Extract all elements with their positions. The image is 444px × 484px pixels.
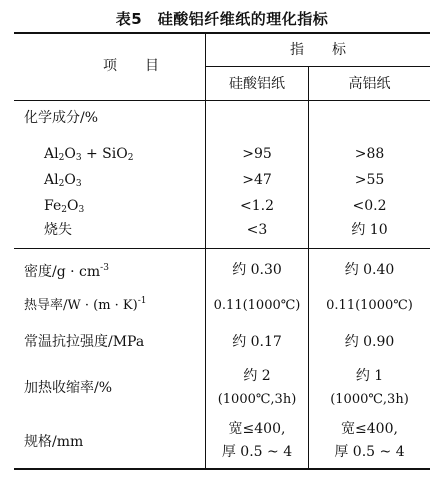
value-conductivity-col1: 0.11(1000℃)	[213, 298, 301, 313]
value-al2o3-sio2-col2: >88	[354, 146, 385, 162]
row-label-density: 密度$/g \cdot cm^{-3}$	[24, 263, 109, 280]
value-strength-col2: 约 0.90	[344, 334, 395, 350]
row-label-loss-on-ignition: 烧失	[44, 222, 72, 238]
value-al2o3-col1: >47	[242, 172, 272, 188]
value-al2o3-sio2-col1: >95	[242, 146, 272, 162]
header-col-high-alumina: 高铝纸	[348, 76, 391, 92]
value-conductivity-col2: 0.11(1000℃)	[326, 298, 413, 313]
header-col-aluminum-silicate: 硅酸铝纸	[229, 76, 285, 92]
bottom-rule	[14, 468, 430, 470]
header-item: 项 目	[103, 58, 159, 74]
value-spec-col2-line1: 宽≤400,	[341, 421, 398, 437]
row-label-heating-shrinkage: 加热收缩率/%	[24, 380, 113, 396]
section-chem: 化学成分/%	[24, 110, 99, 126]
value-shrinkage-col2-line2: (1000℃,3h)	[330, 392, 409, 407]
value-loss-col1: <3	[246, 222, 268, 238]
value-fe2o3-col2: <0.2	[352, 198, 387, 214]
value-shrinkage-col1-line1: 约 2	[243, 368, 271, 384]
value-density-col2: 约 0.40	[344, 262, 395, 278]
row-label-thermal-conductivity: 热导率$/W \cdot (m \cdot K)^{-1}$	[24, 296, 147, 313]
value-shrinkage-col2-line1: 约 1	[355, 368, 384, 384]
row-label-fe2o3: $Fe_2O_3$	[44, 198, 85, 215]
value-spec-col2-line2: 厚 0.5 ~ 4	[334, 444, 405, 460]
value-strength-col1: 约 0.17	[232, 334, 282, 350]
header-bottom-rule	[14, 100, 430, 101]
value-density-col1: 约 0.30	[232, 262, 282, 278]
header-index: 指 标	[290, 42, 346, 58]
value-spec-col1-line1: 宽≤400,	[228, 421, 286, 437]
row-label-tensile-strength: 常温抗拉强度/MPa	[24, 334, 145, 350]
value-al2o3-col2: >55	[354, 172, 385, 188]
header-divider-partial	[206, 66, 430, 67]
row-label-specification: 规格/mm	[24, 434, 84, 450]
value-shrinkage-col1-line2: (1000℃,3h)	[217, 392, 297, 407]
row-label-al2o3: $Al_2O_3$	[44, 172, 82, 189]
table-title: 表5 硅酸铝纤维纸的理化指标	[115, 10, 329, 28]
value-fe2o3-col1: <1.2	[240, 198, 274, 214]
section-divider	[14, 248, 430, 249]
row-label-al2o3-sio2: $Al_2O_3 + SiO_2$	[44, 146, 134, 163]
value-loss-col2: 约 10	[351, 222, 388, 238]
value-spec-col1-line2: 厚 0.5 ~ 4	[221, 444, 293, 460]
top-rule	[14, 32, 430, 34]
